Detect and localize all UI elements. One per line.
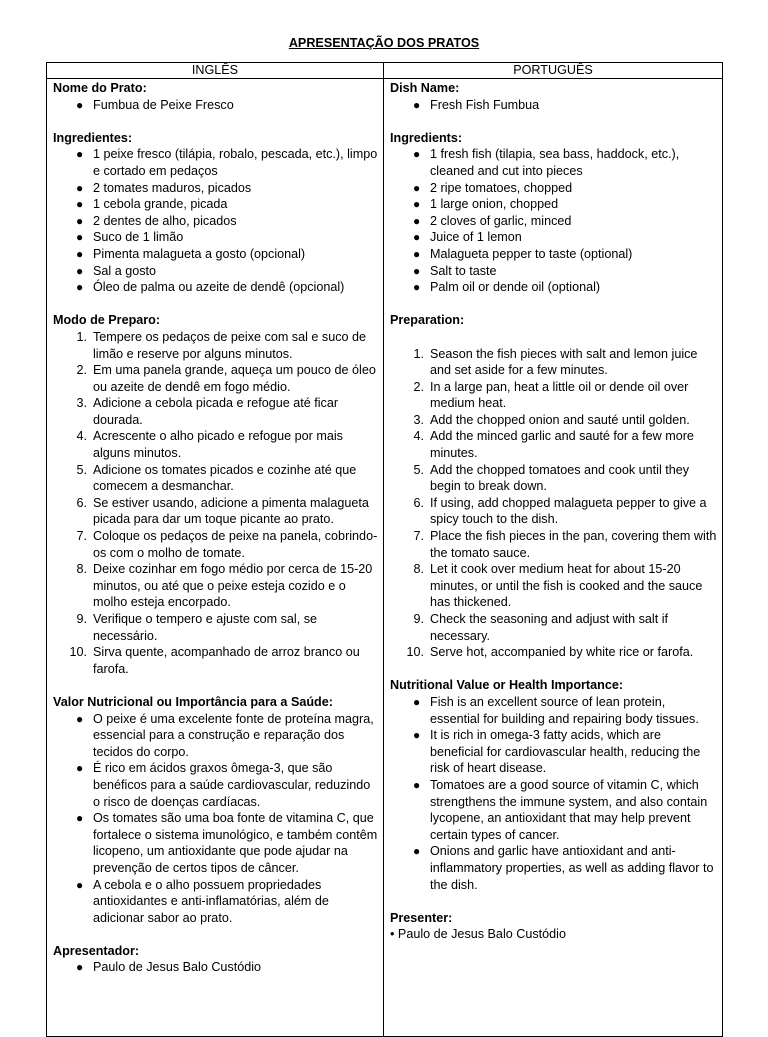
list-item xyxy=(390,495,717,528)
table-header-row xyxy=(47,63,723,79)
step-number: 7. xyxy=(413,529,424,544)
step-number: 10. xyxy=(406,645,424,660)
bullet-icon: ● xyxy=(413,246,421,261)
nutrition-text: O peixe é uma excelente fonte de proteína magra, essencial para a construção e reparação dos tecidos do corpo. xyxy=(93,711,374,759)
left-nutrition-list xyxy=(53,711,378,927)
list-item xyxy=(53,462,378,495)
nutrition-text: É rico em ácidos graxos ômega-3, que são benéficos para a saúde cardiovascular, reduzindo o risco de doenças cardíacas. xyxy=(93,761,371,809)
bullet-icon: ● xyxy=(413,180,421,195)
list-item xyxy=(390,229,717,246)
step-number: 5. xyxy=(413,462,424,477)
bullet-icon: ● xyxy=(413,263,421,278)
step-text: Sirva quente, acompanhado de arroz branco ou farofa. xyxy=(93,645,360,676)
list-item xyxy=(53,428,378,461)
right-dish-list xyxy=(390,97,717,114)
list-item xyxy=(53,528,378,561)
step-number: 9. xyxy=(76,612,87,626)
list-item xyxy=(53,611,378,644)
step-number: 4. xyxy=(413,429,424,444)
left-dish-list xyxy=(53,97,378,114)
bullet-icon: • xyxy=(390,927,395,942)
nutrition-text: A cebola e o alho possuem propriedades antioxidantes e anti-inflamatórias, além de adicionar sabor ao prato. xyxy=(93,877,329,925)
presenter-name: Paulo de Jesus Balo Custódio xyxy=(93,960,262,975)
bullet-icon: ● xyxy=(76,230,84,245)
list-item xyxy=(53,561,378,611)
left-presenter-label: Apresentador: xyxy=(53,943,140,958)
nutrition-text: It is rich in omega-3 fatty acids, which are beneficial for cardiovascular health, reducing the risk of heart disease. xyxy=(430,728,701,776)
nutrition-text: Tomatoes are a good source of vitamin C, which strengthens the immune system, and also contain lycopene, an antioxidant that may help prevent certain types of cancer. xyxy=(430,777,708,842)
right-preparation-label: Preparation: xyxy=(390,313,465,328)
right-presenter-line xyxy=(390,926,717,943)
right-nutrition-label: Nutritional Value or Health Importance: xyxy=(390,678,624,693)
list-item xyxy=(53,213,378,230)
list-item xyxy=(390,412,717,429)
bullet-icon: ● xyxy=(76,246,84,261)
list-item xyxy=(53,229,378,246)
list-item xyxy=(390,279,717,296)
step-text: Tempere os pedaços de peixe com sal e suco de limão e reserve por alguns minutos. xyxy=(93,329,367,361)
bullet-icon: ● xyxy=(413,280,421,295)
ingredient-text: 1 fresh fish (tilapia, sea bass, haddock, etc.), cleaned and cut into pieces xyxy=(430,147,680,178)
step-number: 2. xyxy=(76,363,87,378)
list-item xyxy=(390,246,717,263)
ingredient-text: Malagueta pepper to taste (optional) xyxy=(430,246,633,261)
bullet-icon: ● xyxy=(76,197,84,212)
step-text: Check the seasoning and adjust with salt if necessary. xyxy=(430,612,669,643)
bullet-icon: ● xyxy=(413,728,421,743)
step-text: Verifique o tempero e ajuste com sal, se necessário. xyxy=(93,612,318,643)
bullet-icon: ● xyxy=(76,711,84,726)
step-text: Em uma panela grande, aqueça um pouco de óleo ou azeite de dendê em fogo médio. xyxy=(93,363,376,394)
list-item xyxy=(390,561,717,611)
bullet-icon: ● xyxy=(76,811,84,826)
left-presenter-list xyxy=(53,959,378,976)
list-item xyxy=(53,495,378,528)
bullet-icon: ● xyxy=(413,844,421,859)
list-item xyxy=(390,462,717,495)
ingredient-text: 2 tomates maduros, picados xyxy=(93,180,252,195)
step-text: Add the chopped tomatoes and cook until they begin to break down. xyxy=(430,462,690,494)
ingredient-text: 2 ripe tomatoes, chopped xyxy=(430,180,573,195)
ingredient-text: Suco de 1 limão xyxy=(93,230,184,245)
bullet-icon: ● xyxy=(76,97,84,112)
step-text: Adicione os tomates picados e cozinhe até que comecem a desmanchar. xyxy=(93,462,357,494)
step-number: 6. xyxy=(413,495,424,510)
bullet-icon: ● xyxy=(76,213,84,228)
step-number: 10. xyxy=(69,645,87,660)
right-ingredients-list xyxy=(390,146,717,295)
left-nutrition-label: Valor Nutricional ou Importância para a Saúde: xyxy=(53,694,333,709)
list-item xyxy=(53,180,378,197)
list-item xyxy=(53,362,378,395)
step-text: Let it cook over medium heat for about 15-20 minutes, or until the fish is cooked and the sauce has thickened. xyxy=(430,562,703,610)
step-text: Season the fish pieces with salt and lemon juice and set aside for a few minutes. xyxy=(430,346,698,378)
list-item xyxy=(390,644,717,661)
nutrition-text: Os tomates são uma boa fonte de vitamina C, que fortalece o sistema imunológico, e também contêm licopeno, um antioxidante que pode ajudar na prevenção de certos tipos de câncer. xyxy=(93,811,378,875)
left-dish-label: Nome do Prato: xyxy=(53,81,147,95)
list-item xyxy=(390,611,717,644)
list-item xyxy=(390,777,717,843)
right-dish-name: Fresh Fish Fumbua xyxy=(430,97,540,112)
right-nutrition-list xyxy=(390,694,717,893)
left-ingredients-label: Ingredientes: xyxy=(53,130,133,145)
right-presenter-label: Presenter: xyxy=(390,910,453,925)
step-number: 3. xyxy=(413,412,424,427)
ingredient-text: Salt to taste xyxy=(430,263,497,278)
list-item xyxy=(53,196,378,213)
list-item xyxy=(53,329,378,362)
right-column xyxy=(384,79,723,1037)
step-text: Coloque os pedaços de peixe na panela, cobrindo-os com o molho de tomate. xyxy=(93,529,378,560)
list-item xyxy=(390,263,717,280)
list-item xyxy=(53,810,378,876)
bullet-icon: ● xyxy=(76,877,84,892)
ingredient-text: 2 cloves of garlic, minced xyxy=(430,213,572,228)
list-item xyxy=(53,877,378,927)
ingredient-text: Pimenta malagueta a gosto (opcional) xyxy=(93,246,306,261)
list-item xyxy=(53,959,378,976)
ingredient-text: 1 peixe fresco (tilápia, robalo, pescada, etc.), limpo e cortado em pedaços xyxy=(93,147,378,178)
right-steps-list xyxy=(390,346,717,661)
nutrition-text: Fish is an excellent source of lean protein, essential for building and repairing body tissues. xyxy=(430,694,699,726)
left-ingredients-list xyxy=(53,146,378,295)
ingredient-text: Juice of 1 lemon xyxy=(430,230,522,245)
step-number: 6. xyxy=(76,495,87,510)
step-number: 9. xyxy=(413,612,424,626)
step-text: Place the fish pieces in the pan, covering them with the tomato sauce. xyxy=(430,529,717,560)
list-item xyxy=(390,727,717,777)
step-text: Serve hot, accompanied by white rice or farofa. xyxy=(430,645,694,660)
bullet-icon: ● xyxy=(76,263,84,278)
list-item xyxy=(53,760,378,810)
list-item xyxy=(53,263,378,280)
step-number: 8. xyxy=(413,562,424,577)
list-item xyxy=(53,644,378,677)
ingredient-text: Óleo de palma ou azeite de dendê (opcional) xyxy=(93,280,345,295)
list-item xyxy=(53,146,378,179)
list-item xyxy=(390,213,717,230)
nutrition-text: Onions and garlic have antioxidant and anti-inflammatory properties, as well as adding flavor to the dish. xyxy=(430,844,714,892)
list-item xyxy=(390,97,717,114)
list-item xyxy=(390,843,717,893)
step-text: If using, add chopped malagueta pepper to give a spicy touch to the dish. xyxy=(430,495,707,527)
right-ingredients-label: Ingredients: xyxy=(390,130,463,145)
bullet-icon: ● xyxy=(413,694,421,709)
list-item xyxy=(390,379,717,412)
bullet-icon: ● xyxy=(413,777,421,792)
bullet-icon: ● xyxy=(413,230,421,245)
step-text: In a large pan, heat a little oil or dende oil over medium heat. xyxy=(430,379,689,411)
step-number: 7. xyxy=(76,529,87,544)
list-item xyxy=(390,346,717,379)
list-item xyxy=(53,97,378,114)
step-text: Acrescente o alho picado e refogue por mais alguns minutos. xyxy=(93,429,343,461)
step-number: 3. xyxy=(76,396,87,411)
bullet-icon: ● xyxy=(76,147,84,162)
step-text: Adicione a cebola picada e refogue até ficar dourada. xyxy=(93,396,339,427)
bullet-icon: ● xyxy=(413,97,421,112)
list-item xyxy=(390,428,717,461)
step-number: 4. xyxy=(76,429,87,444)
bullet-icon: ● xyxy=(76,761,84,776)
bullet-icon: ● xyxy=(413,147,421,162)
bullet-icon: ● xyxy=(76,280,84,295)
left-steps-list xyxy=(53,329,378,677)
step-text: Add the chopped onion and sauté until golden. xyxy=(430,412,690,427)
ingredient-text: 1 cebola grande, picada xyxy=(93,197,228,212)
bullet-icon: ● xyxy=(413,197,421,212)
left-dish-name: Fumbua de Peixe Fresco xyxy=(93,97,234,112)
ingredient-text: Sal a gosto xyxy=(93,263,157,278)
ingredient-text: Palm oil or dende oil (optional) xyxy=(430,280,601,295)
bullet-icon: ● xyxy=(413,213,421,228)
list-item xyxy=(390,694,717,727)
step-number: 1. xyxy=(413,346,424,361)
bullet-icon: ● xyxy=(76,960,84,975)
list-item xyxy=(390,146,717,179)
header-left: INGLÊS xyxy=(47,63,384,79)
step-text: Deixe cozinhar em fogo médio por cerca de 15-20 minutos, ou até que o peixe esteja cozido e o molho esteja encorpado. xyxy=(93,562,373,610)
presenter-name: Paulo de Jesus Balo Custódio xyxy=(397,927,566,942)
step-number: 1. xyxy=(76,329,87,344)
ingredient-text: 1 large onion, chopped xyxy=(430,197,559,212)
step-text: Add the minced garlic and sauté for a few more minutes. xyxy=(430,429,694,461)
step-number: 5. xyxy=(76,462,87,477)
step-number: 8. xyxy=(76,562,87,577)
ingredient-text: 2 dentes de alho, picados xyxy=(93,213,237,228)
table-body-row xyxy=(47,79,723,1037)
list-item xyxy=(390,196,717,213)
list-item xyxy=(390,528,717,561)
list-item xyxy=(53,711,378,761)
header-right: PORTUGUÊS xyxy=(384,63,723,79)
step-number: 2. xyxy=(413,379,424,394)
bullet-icon: ● xyxy=(76,180,84,195)
list-item xyxy=(53,395,378,428)
right-dish-label: Dish Name: xyxy=(390,81,460,95)
left-preparation-label: Modo de Preparo: xyxy=(53,313,161,328)
list-item xyxy=(390,180,717,197)
list-item xyxy=(53,279,378,296)
recipe-table xyxy=(46,62,723,1037)
left-column xyxy=(47,79,384,1037)
document-title: APRESENTAÇÃO DOS PRATOS xyxy=(288,36,480,50)
step-text: Se estiver usando, adicione a pimenta malagueta picada para dar um toque picante ao prato. xyxy=(93,495,369,527)
list-item xyxy=(53,246,378,263)
